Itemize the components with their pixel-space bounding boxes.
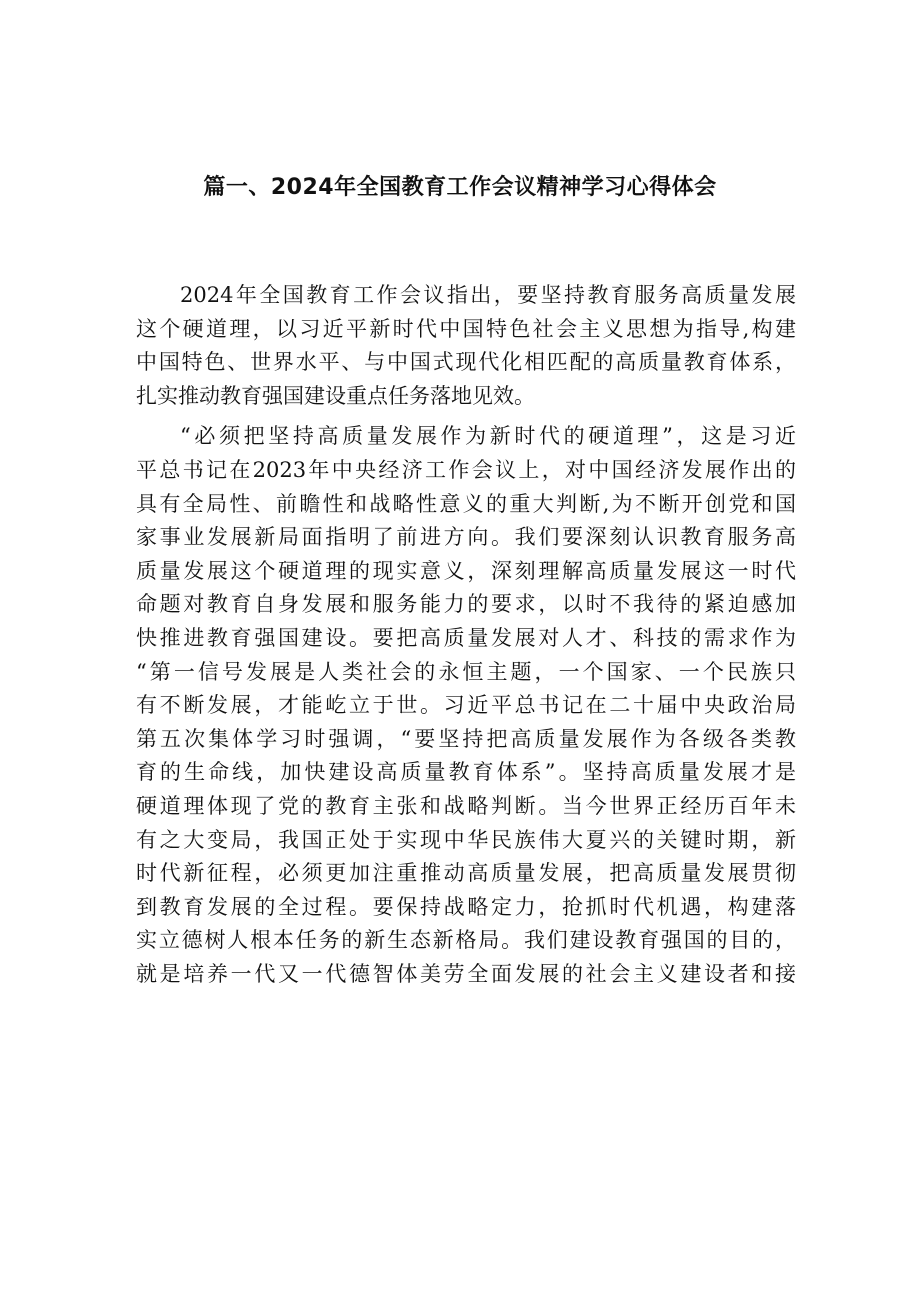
paragraph-line: “第一信号发展是人类社会的永恒主题，一个国家、一个民族只 xyxy=(136,659,796,684)
paragraph-2 xyxy=(136,420,796,991)
paragraph-line: 命题对教育自身发展和服务能力的要求，以时不我待的紧迫感加 xyxy=(136,592,796,617)
paragraph-line: 有之大变局，我国正处于实现中华民族伟大夏兴的关键时期，新 xyxy=(136,827,796,852)
document-body xyxy=(136,279,796,991)
paragraph-line: 育的生命线，加快建设高质量教育体系”。坚持高质量发展才是 xyxy=(136,760,796,785)
paragraph-line: 具有全局性、前瞻性和战略性意义的重大判断,为不断开创党和国 xyxy=(136,491,796,516)
paragraph-line: 有不断发展，才能屹立于世。习近平总书记在二十届中央政治局 xyxy=(136,693,796,718)
paragraph-line: 平总书记在2023年中央经济工作会议上，对中国经济发展作出的 xyxy=(136,457,796,482)
paragraph-line: 快推进教育强国建设。要把高质量发展对人才、科技的需求作为 xyxy=(136,625,796,650)
document-title: 篇一、2024年全国教育工作会议精神学习心得体会 xyxy=(203,175,717,200)
paragraph-line: “必须把坚持高质量发展作为新时代的硬道理”，这是习近 xyxy=(180,424,796,449)
paragraph-line: 中国特色、世界水平、与中国式现代化相匹配的高质量教育体系， xyxy=(136,350,796,375)
paragraph-1 xyxy=(136,279,796,413)
paragraph-line: 到教育发展的全过程。要保持战略定力，抢抓时代机遇，构建落 xyxy=(136,894,796,919)
paragraph-line: 时代新征程，必须更加注重推动高质量发展，把高质量发展贯彻 xyxy=(136,861,796,886)
paragraph-line: 2024年全国教育工作会议指出，要坚持教育服务高质量发展 xyxy=(180,283,796,307)
paragraph-line: 第五次集体学习时强调，“要坚持把高质量发展作为各级各类教 xyxy=(136,726,796,751)
paragraph-line: 这个硬道理，以习近平新时代中国特色社会主义思想为指导,构建 xyxy=(136,316,796,341)
paragraph-line: 实立德树人根本任务的新生态新格局。我们建设教育强国的目的， xyxy=(136,928,796,953)
paragraph-line: 扎实推动教育强国建设重点任务落地见效。 xyxy=(136,383,535,408)
paragraph-line: 就是培养一代又一代德智体美劳全面发展的社会主义建设者和接 xyxy=(136,961,796,986)
paragraph-line: 硬道理体现了党的教育主张和战略判断。当今世界正经历百年未 xyxy=(136,793,796,818)
paragraph-line: 家事业发展新局面指明了前进方向。我们要深刻认识教育服务高 xyxy=(136,525,796,550)
paragraph-line: 质量发展这个硬道理的现实意义，深刻理解高质量发展这一时代 xyxy=(136,558,796,583)
paragraph-gap xyxy=(136,413,796,420)
